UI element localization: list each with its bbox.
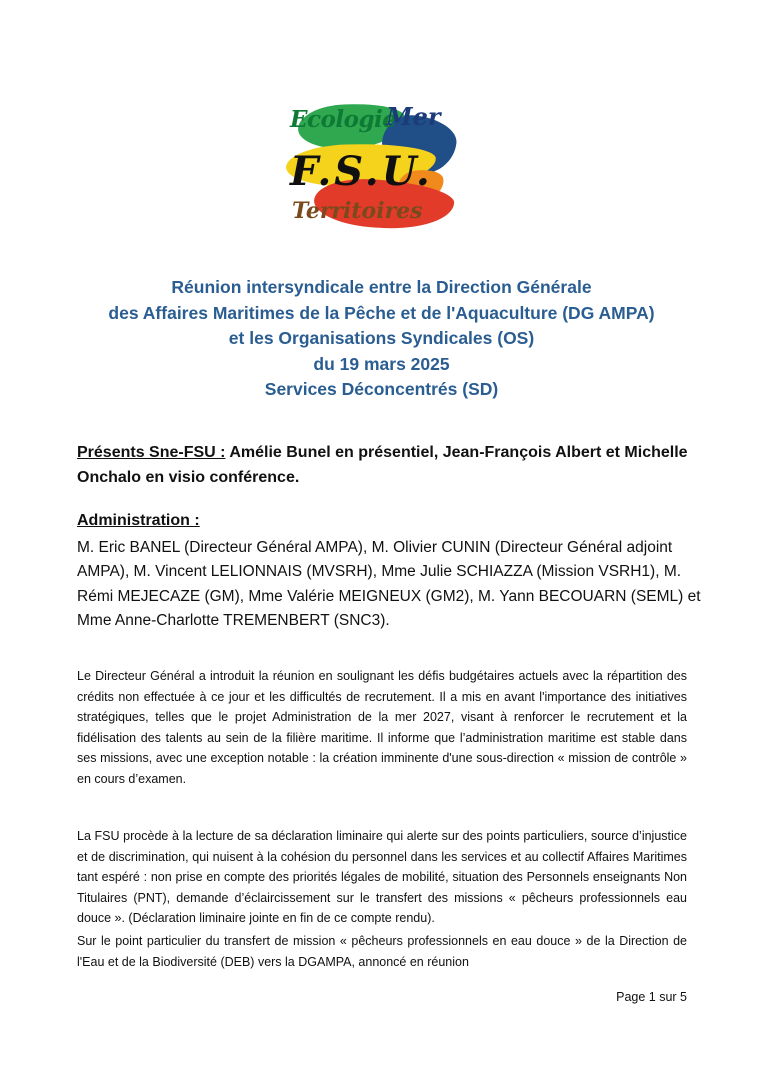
- page-number: Page 1 sur 5: [616, 990, 687, 1004]
- logo-text-territoires: Territoires: [292, 198, 423, 224]
- paragraph-intro: Le Directeur Général a introduit la réunion en soulignant les défis budgétaires actuels avec la répartition des crédits non effectuée à ce jour et les difficultés de recrutement. Il a mis en avant l'importance des initiatives stratégiques, telles que le projet Administration de la mer 2027, visant à renforcer le recrutement et la fidélisation des talents au sein de la filière maritime. Il informe que l’administration maritime est stable dans ses missions, avec une exception notable : la création imminente d'une sous-direction « mission de contrôle » en cours d’examen.: [77, 669, 687, 786]
- title-line: des Affaires Maritimes de la Pêche et de l'Aquaculture (DG AMPA): [108, 302, 655, 323]
- fsu-logo: [282, 100, 462, 238]
- paragraph-transfer: Sur le point particulier du transfert de mission « pêcheurs professionnels en eau douce » de la Direction de l'Eau et de la Biodiversité (DEB) vers la DGAMPA, annoncé en réunion: [77, 934, 687, 969]
- attendees-sne-fsu: [77, 440, 697, 490]
- attendees-text: Amélie Bunel en présentiel, Jean-François Albert et Michelle Onchalo en visio conférence.: [77, 444, 688, 486]
- logo-text-fsu: F.S.U.: [290, 148, 433, 195]
- paragraph-declaration: La FSU procède à la lecture de sa déclaration liminaire qui alerte sur des points particuliers, source d’injustice et de discrimination, qui nuisent à la cohésion du personnel dans les services et au collectif Affaires Maritimes tant espéré : non prise en compte des priorités légales de mobilité, situation des Personnels enseignants Non Titulaires (PNT), demande d’éclaircissement sur le transfert des missions « pêcheurs professionnels eau douce ». (Déclaration liminaire jointe en fin de ce compte rendu).: [77, 829, 687, 925]
- title-line: du 19 mars 2025: [313, 353, 450, 374]
- title-line: Réunion intersyndicale entre la Direction Générale: [171, 277, 592, 297]
- document-title: [40, 275, 723, 403]
- title-line: et les Organisations Syndicales (OS): [228, 328, 535, 348]
- administration-text: M. Eric BANEL (Directeur Général AMPA), M. Olivier CUNIN (Directeur Général adjoint AMPA), M. Vincent LELIONNAIS (MVSRH), Mme Julie SCHIAZZA (Mission VSRH1), M. Rémi MEJECAZE (GM), Mme Valérie MEIGNEUX (GM2), M. Yann BECOUARN (SEML) et Mme Anne-Charlotte TREMENBERT (SNC3).: [77, 539, 701, 630]
- attendees-label: Présents Sne-FSU :: [77, 444, 226, 461]
- administration-label: Administration :: [77, 512, 200, 529]
- logo-text-ecologie: Ecologie: [290, 106, 397, 133]
- logo-text-mer: Mer: [386, 102, 441, 131]
- title-line: Services Déconcentrés (SD): [264, 379, 499, 399]
